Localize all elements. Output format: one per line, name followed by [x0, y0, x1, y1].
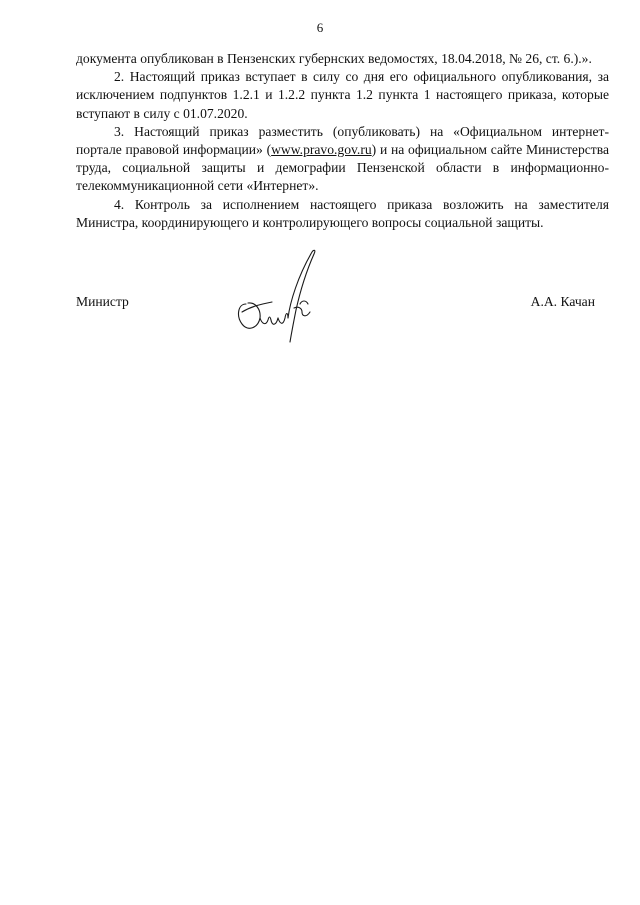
signer-role: Министр — [76, 294, 129, 309]
handwritten-signature — [228, 246, 328, 346]
paragraph-publication-text-after: ) и на официальном сайте Министерства труда, социальной защиты и демографии Пензенской области в информационно-телекоммуникационной сети «Интернет». — [76, 142, 609, 194]
paragraph-publication-text-before: 3. Настоящий приказ разместить (опубликовать) на «Официальном интернет-портале правовой информации» ( — [76, 123, 609, 158]
signature-block — [76, 294, 609, 314]
paragraph-control: 4. Контроль за исполнением настоящего приказа возложить на заместителя Министра, координирующего и контролирующего вопросы социальной защиты. — [76, 196, 609, 230]
paragraph-continuation: документа опубликован в Пензенских губернских ведомостях, 18.04.2018, № 26, ст. 6.).». — [76, 51, 592, 66]
page-number: 6 — [316, 20, 324, 35]
signer-name: А.А. Качан — [530, 294, 595, 309]
document-body — [76, 50, 609, 232]
pravo-gov-link[interactable]: www.pravo.gov.ru — [271, 142, 372, 158]
paragraph-publication — [76, 123, 609, 196]
paragraph-effective-date: 2. Настоящий приказ вступает в силу со дня его официального опубликования, за исключением подпунктов 1.2.1 и 1.2.2 пункта 1.2 пункта 1 настоящего приказа, которые вступают в силу с 01.07.2020. — [76, 69, 609, 121]
